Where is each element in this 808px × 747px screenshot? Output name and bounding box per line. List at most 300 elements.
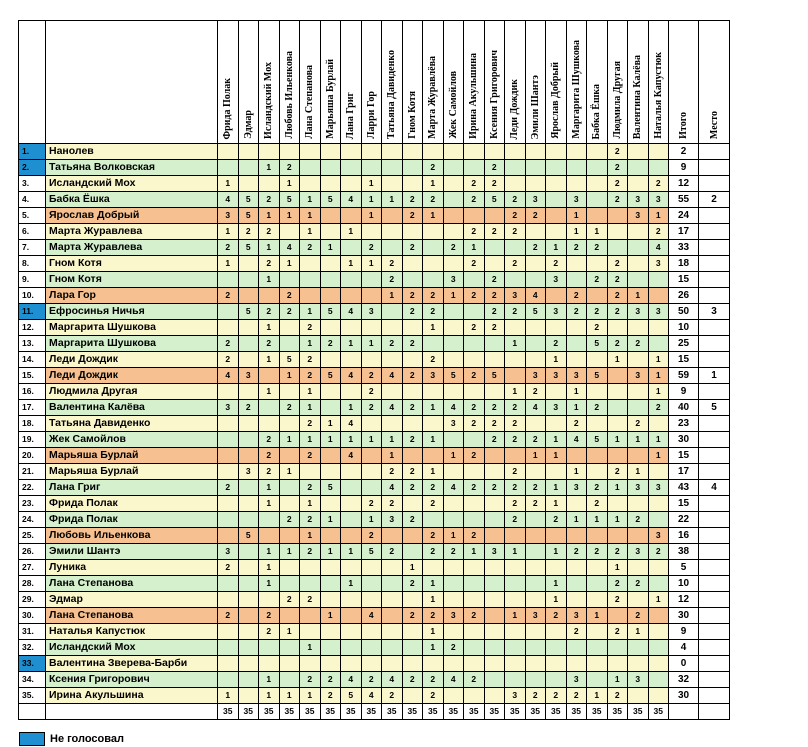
vote-cell: 5 [279,352,300,368]
vote-cell: 1 [218,688,239,704]
vote-cell [607,208,628,224]
voter-column-header [443,21,464,144]
vote-cell [464,496,485,512]
vote-cell [587,192,608,208]
vote-cell [361,576,382,592]
participant-name: Ефросинья Ничья [46,304,218,320]
vote-cell [484,688,505,704]
vote-cell: 2 [402,208,423,224]
table-row [19,560,730,576]
vote-cell: 3 [628,304,649,320]
vote-cell [648,576,669,592]
vote-cell [218,304,239,320]
vote-cell [218,384,239,400]
vote-cell: 2 [607,160,628,176]
vote-cell [279,672,300,688]
table-row [19,448,730,464]
vote-cell: 5 [484,368,505,384]
place-cell: 2 [699,192,730,208]
vote-cell: 2 [279,592,300,608]
vote-cell: 3 [628,208,649,224]
vote-cell [443,688,464,704]
vote-cell: 3 [525,368,546,384]
vote-cell [525,592,546,608]
vote-cell [443,160,464,176]
total-cell: 10 [669,320,699,336]
vote-cell [628,224,649,240]
vote-cell [238,272,259,288]
vote-cell: 3 [505,288,526,304]
vote-cell: 1 [279,624,300,640]
vote-cell: 2 [423,304,444,320]
vote-cell [382,160,403,176]
vote-cell [484,352,505,368]
vote-cell [648,624,669,640]
participant-name: Валентина Зверева-Барби [46,656,218,672]
vote-cell: 5 [587,368,608,384]
vote-cell [300,160,321,176]
vote-cell: 2 [402,608,423,624]
vote-cell [628,688,649,704]
vote-cell: 1 [361,176,382,192]
vote-cell [546,464,567,480]
vote-cell [546,144,567,160]
vote-cell [341,384,362,400]
vote-cell: 1 [628,624,649,640]
row-number: 23. [19,496,46,512]
vote-cell [546,208,567,224]
vote-cell: 3 [238,464,259,480]
vote-cell [525,544,546,560]
voter-column-header [218,21,239,144]
vote-cell [402,544,423,560]
vote-cell [320,576,341,592]
row-number: 33. [19,656,46,672]
vote-cell: 2 [320,688,341,704]
voter-column-header [464,21,485,144]
vote-cell [443,224,464,240]
table-row [19,688,730,704]
vote-cell [443,592,464,608]
vote-cell [361,224,382,240]
vote-cell: 2 [484,400,505,416]
vote-cell: 1 [505,608,526,624]
vote-cell [279,272,300,288]
vote-cell [464,512,485,528]
vote-cell [566,352,587,368]
vote-cell [464,432,485,448]
vote-cell [402,176,423,192]
vote-cell: 2 [259,464,280,480]
vote-cell [546,320,567,336]
vote-cell: 2 [443,240,464,256]
vote-cell: 2 [402,288,423,304]
place-cell: 5 [699,400,730,416]
vote-cell [443,464,464,480]
vote-cell [587,416,608,432]
vote-cell: 2 [300,240,321,256]
vote-cell: 2 [628,608,649,624]
vote-cell: 2 [505,480,526,496]
vote-cell [648,672,669,688]
vote-cell [238,480,259,496]
vote-cell: 5 [320,192,341,208]
vote-cell: 1 [300,400,321,416]
vote-cell [218,144,239,160]
vote-cell: 1 [628,464,649,480]
vote-cell: 2 [423,160,444,176]
voter-column-header-label: Эдмар [242,110,254,139]
vote-cell [484,144,505,160]
voter-column-header [300,21,321,144]
voter-column-header-label: Валентина Калёва [632,54,644,139]
vote-cell [607,400,628,416]
vote-cell [546,160,567,176]
vote-cell: 2 [587,240,608,256]
vote-cell [320,272,341,288]
vote-cell [341,496,362,512]
row-number: 5. [19,208,46,224]
vote-cell: 1 [382,432,403,448]
vote-cell [484,384,505,400]
place-cell [699,688,730,704]
vote-cell [525,352,546,368]
vote-cell [628,176,649,192]
row-number: 6. [19,224,46,240]
vote-cell: 2 [464,528,485,544]
participant-name: Гном Котя [46,272,218,288]
vote-cell [628,160,649,176]
vote-cell: 5 [525,304,546,320]
participant-name: Нанолев [46,144,218,160]
vote-cell [423,336,444,352]
vote-cell [423,224,444,240]
vote-cell: 2 [607,688,628,704]
vote-cell: 2 [525,240,546,256]
vote-cell: 1 [423,320,444,336]
vote-cell [484,656,505,672]
place-cell: 3 [699,304,730,320]
vote-cell: 2 [587,544,608,560]
total-cell: 17 [669,224,699,240]
vote-cell: 3 [648,256,669,272]
vote-cell [628,144,649,160]
vote-cell: 2 [484,176,505,192]
vote-cell: 5 [279,192,300,208]
vote-cell [361,464,382,480]
vote-cell: 2 [464,448,485,464]
sum-cell: 35 [443,704,464,720]
voter-column-header [587,21,608,144]
vote-cell [382,224,403,240]
vote-cell: 2 [505,256,526,272]
vote-cell: 1 [423,592,444,608]
vote-cell: 5 [320,368,341,384]
vote-cell [464,160,485,176]
vote-cell [361,160,382,176]
vote-cell [279,656,300,672]
vote-cell [341,240,362,256]
vote-cell [464,560,485,576]
vote-cell: 3 [648,480,669,496]
place-cell [699,544,730,560]
vote-cell [546,672,567,688]
vote-cell: 2 [464,480,485,496]
vote-cell: 2 [382,464,403,480]
vote-cell [402,640,423,656]
place-cell [699,512,730,528]
vote-cell [320,496,341,512]
place-cell [699,640,730,656]
vote-cell: 1 [382,288,403,304]
table-row [19,592,730,608]
sum-cell: 35 [525,704,546,720]
vote-cell: 1 [546,352,567,368]
voter-column-header-label: Лана Степанова [304,65,316,139]
vote-cell: 2 [484,480,505,496]
vote-cell: 1 [566,512,587,528]
vote-cell [648,272,669,288]
row-number: 8. [19,256,46,272]
vote-cell: 3 [648,304,669,320]
vote-cell [546,176,567,192]
voter-column-header [505,21,526,144]
vote-cell [402,688,423,704]
place-cell [699,560,730,576]
table-row [19,624,730,640]
vote-cell: 2 [361,384,382,400]
vote-cell [238,320,259,336]
vote-cell: 2 [320,336,341,352]
vote-cell: 1 [505,384,526,400]
vote-cell [464,592,485,608]
participant-name: Леди Дождик [46,352,218,368]
participant-name: Марьяша Бурлай [46,464,218,480]
vote-cell [218,320,239,336]
vote-cell [484,592,505,608]
vote-cell [361,656,382,672]
vote-cell [587,144,608,160]
vote-cell [279,448,300,464]
vote-cell: 2 [443,544,464,560]
sum-empty-cell [669,704,699,720]
vote-cell: 3 [628,672,649,688]
vote-cell [546,224,567,240]
place-cell [699,528,730,544]
vote-cell: 2 [484,432,505,448]
vote-cell: 3 [484,544,505,560]
vote-cell: 2 [464,672,485,688]
vote-cell: 5 [238,208,259,224]
vote-cell [341,608,362,624]
participant-name: Маргарита Шушкова [46,320,218,336]
vote-cell: 1 [259,544,280,560]
vote-cell [361,480,382,496]
vote-cell: 4 [341,416,362,432]
header-row [19,21,730,144]
vote-cell: 2 [464,320,485,336]
row-number: 31. [19,624,46,640]
sum-cell: 35 [238,704,259,720]
vote-cell [525,624,546,640]
vote-cell: 1 [566,400,587,416]
vote-cell: 2 [218,240,239,256]
vote-cell [587,208,608,224]
vote-cell: 2 [525,208,546,224]
vote-cell: 2 [546,336,567,352]
vote-cell [505,144,526,160]
vote-cell: 2 [361,528,382,544]
vote-cell [484,256,505,272]
place-cell [699,320,730,336]
vote-cell [218,160,239,176]
vote-cell: 4 [525,288,546,304]
vote-cell [382,624,403,640]
vote-cell [525,176,546,192]
vote-cell [402,624,423,640]
place-cell [699,336,730,352]
total-cell: 9 [669,160,699,176]
sum-cell: 35 [259,704,280,720]
row-number: 7. [19,240,46,256]
vote-cell: 3 [566,480,587,496]
vote-cell: 1 [279,368,300,384]
row-number: 34. [19,672,46,688]
vote-cell [464,144,485,160]
vote-cell: 1 [300,640,321,656]
vote-cell: 1 [628,288,649,304]
vote-cell [525,224,546,240]
vote-cell [607,608,628,624]
vote-cell [628,400,649,416]
vote-cell [628,560,649,576]
vote-cell [402,256,423,272]
vote-cell [259,592,280,608]
vote-cell [484,576,505,592]
vote-cell: 2 [402,368,423,384]
voter-column-header [423,21,444,144]
vote-cell: 2 [402,512,423,528]
vote-cell [484,448,505,464]
vote-cell: 3 [546,304,567,320]
vote-cell [382,240,403,256]
vote-cell: 3 [546,272,567,288]
vote-cell [259,144,280,160]
vote-cell [484,624,505,640]
vote-cell [279,608,300,624]
vote-cell [443,432,464,448]
vote-cell [628,528,649,544]
vote-cell: 4 [218,192,239,208]
sum-cell: 35 [546,704,567,720]
vote-cell: 2 [402,464,423,480]
vote-cell: 2 [628,336,649,352]
vote-cell [300,144,321,160]
vote-cell: 1 [402,560,423,576]
vote-cell [402,656,423,672]
vote-cell [341,352,362,368]
vote-cell: 1 [320,240,341,256]
vote-cell: 2 [259,624,280,640]
sum-cell: 35 [587,704,608,720]
sum-cell: 35 [566,704,587,720]
vote-cell [505,624,526,640]
vote-cell: 1 [648,384,669,400]
vote-cell: 1 [566,464,587,480]
vote-cell [279,640,300,656]
vote-cell [443,144,464,160]
vote-cell [382,176,403,192]
vote-cell [505,560,526,576]
vote-cell: 1 [648,368,669,384]
vote-cell [505,352,526,368]
vote-cell [320,560,341,576]
vote-cell: 2 [361,672,382,688]
vote-cell [587,160,608,176]
vote-cell [382,656,403,672]
vote-cell [587,448,608,464]
vote-cell: 1 [279,176,300,192]
vote-cell: 1 [341,544,362,560]
vote-cell [464,304,485,320]
vote-cell: 2 [587,272,608,288]
voter-column-header-label: Ирина Акульшина [468,53,480,139]
vote-cell [238,608,259,624]
vote-cell [443,496,464,512]
participant-name: Исландский Мох [46,176,218,192]
vote-cell [484,336,505,352]
table-row [19,368,730,384]
vote-cell [382,640,403,656]
vote-cell: 2 [505,304,526,320]
vote-cell [341,208,362,224]
vote-cell: 2 [587,400,608,416]
vote-cell [546,384,567,400]
total-cell: 9 [669,624,699,640]
total-cell: 15 [669,352,699,368]
legend-swatch [19,732,45,746]
vote-cell: 2 [279,512,300,528]
voter-column-header-label: Марьяша Бурлай [324,59,336,139]
place-cell [699,656,730,672]
voter-column-header-label: Ярослав Добрый [550,62,562,139]
vote-cell [238,256,259,272]
vote-cell [259,528,280,544]
vote-cell: 2 [546,688,567,704]
vote-cell [320,176,341,192]
vote-cell [587,656,608,672]
total-cell: 12 [669,176,699,192]
vote-cell [587,592,608,608]
vote-cell: 1 [300,224,321,240]
vote-cell: 2 [382,688,403,704]
vote-cell: 3 [628,544,649,560]
vote-cell [484,208,505,224]
voter-column-header-label: Маргарита Шушкова [570,40,582,139]
vote-cell [238,160,259,176]
vote-cell [484,464,505,480]
vote-cell [341,560,362,576]
vote-cell: 1 [382,448,403,464]
table-row [19,416,730,432]
vote-cell: 2 [423,528,444,544]
vote-cell: 4 [443,672,464,688]
vote-cell: 1 [566,224,587,240]
vote-cell: 2 [279,160,300,176]
vote-cell: 2 [566,544,587,560]
participant-name: Лана Степанова [46,608,218,624]
vote-cell: 5 [320,480,341,496]
